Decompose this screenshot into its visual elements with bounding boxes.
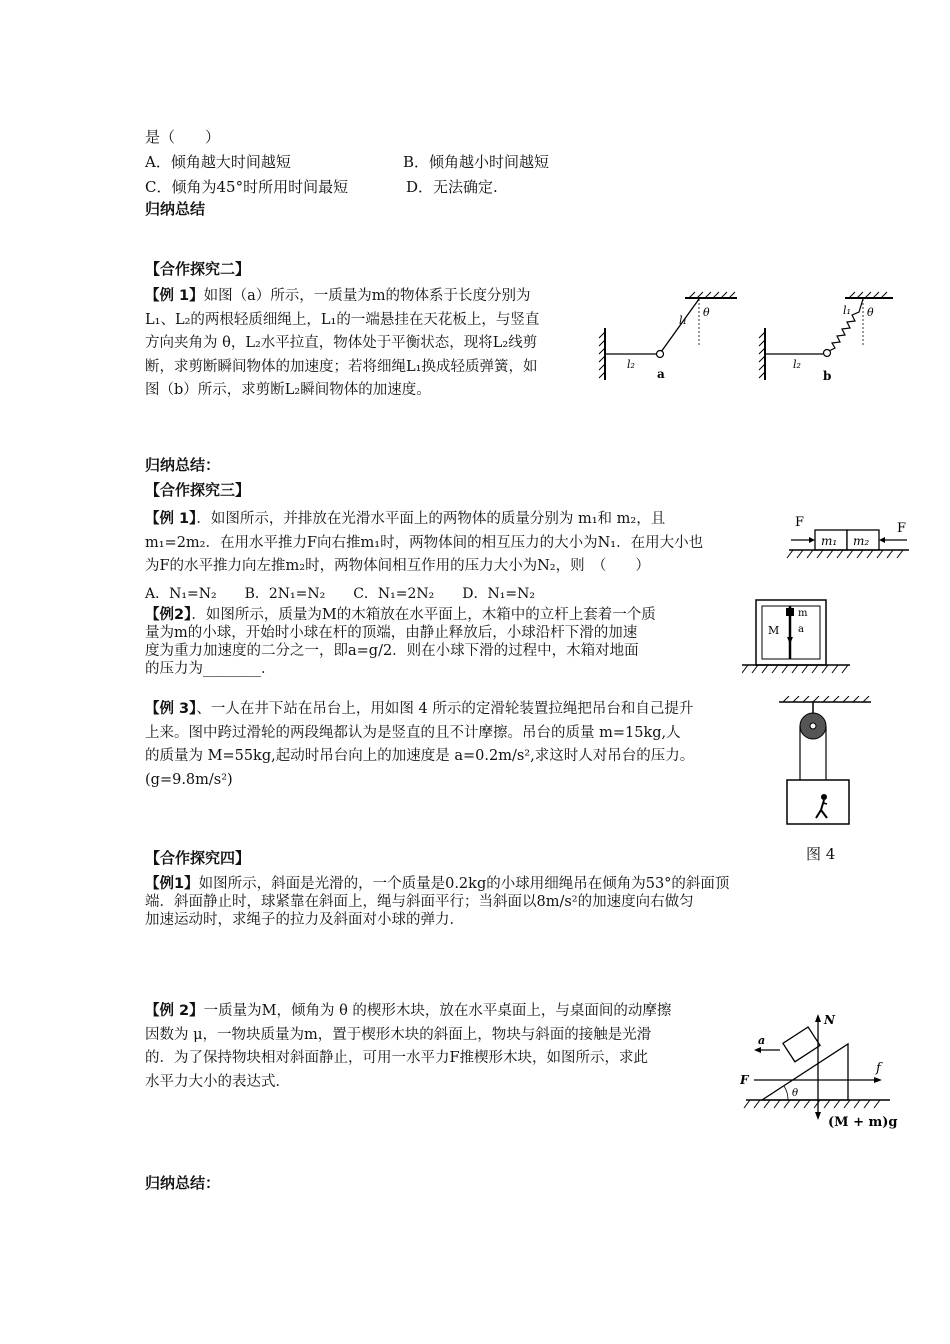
label-l2: l₂	[627, 358, 635, 371]
figure-b	[759, 292, 893, 383]
label-M: M	[768, 624, 780, 637]
label-theta: θ	[703, 306, 710, 319]
label-l2-b: l₂	[793, 358, 801, 371]
summary-heading-2: 归纳总结：	[145, 456, 221, 474]
summary-heading-3: 归纳总结：	[145, 1174, 221, 1192]
figure-wedge	[740, 1008, 910, 1130]
example-label: 【例2】	[145, 607, 192, 623]
figure-a	[599, 292, 737, 381]
option-c: C．倾角为45°时所用时间最短	[145, 178, 349, 196]
option-b: B．倾角越小时间越短	[403, 153, 550, 171]
section-3-example-2: 【例2】．如图所示，质量为M的木箱放在水平面上，木箱中的立杆上套着一个质 量为m的小球，开始时小球在杆的顶端，由静止释放后，小球沿杆下滑的加速 度为重力加速度的二分之一，即a=g/2．则在小球下滑的过程中，木箱对地面 的压力为________．	[145, 607, 656, 677]
example-1-options: A．N₁=N₂ B．2N₁=N₂ C．N₁=2N₂ D．N₁=N₂	[145, 586, 535, 602]
question-stem-tail: 是（ ）	[145, 128, 221, 146]
figure-two-blocks	[785, 512, 913, 562]
summary-heading-1: 归纳总结	[145, 200, 206, 218]
label-b: b	[823, 369, 832, 383]
label-m2: m₂	[853, 534, 870, 548]
option-d: D．无法确定.	[406, 178, 498, 196]
label-F-right: F	[897, 521, 907, 536]
example-label: 【例 1】	[145, 511, 197, 527]
example-label: 【例 2】	[145, 1003, 204, 1019]
figure-pulley	[775, 696, 875, 828]
label-f: f	[876, 1061, 881, 1076]
label-a: a	[657, 367, 665, 381]
label-F-left: F	[795, 515, 805, 530]
section-3-example-1: 【例 1】．如图所示，并排放在光滑水平面上的两物体的质量分别为 m₁和 m₂，且 m₁=2m₂．在用水平推力F向右推m₁时，两物体间的相互压力的大小为N₁．在用大小也 为F的水平推力向左推m₂时，两物体间相互作用的压力大小为N₂，则 （ ）	[145, 511, 704, 574]
label-l1: l₁	[679, 314, 687, 327]
label-theta-b: θ	[867, 306, 874, 319]
section-3-title: 【合作探究三】	[145, 481, 251, 499]
label-F: F	[740, 1073, 749, 1087]
example-label: 【例 3】	[145, 701, 197, 717]
section-3-example-3: 【例 3】、一人在井下站在吊台上，用如图 4 所示的定滑轮装置拉绳把吊台和自己提升 上来。图中跨过滑轮的两段绳都认为是竖直的且不计摩擦。吊台的质量 m=15kg,人 的质量为 M=55kg,起动时吊台向上的加速度是 a=0.2m/s²,求这时人对吊台的压力。 (g=9.8m/s²)	[145, 701, 695, 788]
label-m1: m₁	[821, 534, 838, 548]
figure-4-caption: 图 4	[806, 845, 836, 863]
section-4-title: 【合作探究四】	[145, 849, 251, 867]
label-m: m	[798, 608, 808, 619]
option-a: A．倾角越大时间越短	[145, 153, 291, 171]
example-label: 【例1】	[145, 876, 199, 892]
figure-box-rod	[742, 592, 852, 677]
figure-rope-spring	[595, 288, 895, 388]
section-4-example-1: 【例1】如图所示，斜面是光滑的，一个质量是0.2kg的小球用细绳吊在倾角为53°的斜面顶 端．斜面静止时，球紧靠在斜面上，绳与斜面平行；当斜面以8m/s²的加速度向右做匀 加速运动时，求绳子的拉力及斜面对小球的弹力．	[145, 876, 730, 928]
section-4-example-2: 【例 2】一质量为M，倾角为 θ 的楔形木块，放在水平桌面上，与桌面间的动摩擦 因数为 μ，一物块质量为m，置于楔形木块的斜面上，物块与斜面的接触是光滑 的．为了保持物块相对斜面静止，可用一水平力F推楔形木块，如图所示，求此 水平力大小的表达式．	[145, 1003, 672, 1090]
label-l1-b: l₁	[843, 304, 851, 317]
label-a: a	[758, 1034, 766, 1047]
label-theta: θ	[792, 1088, 799, 1099]
example-label: 【例 1】	[145, 288, 204, 304]
section-2-title: 【合作探究二】	[145, 260, 251, 278]
label-a: a	[798, 624, 804, 635]
label-weight: (M + m)g	[828, 1115, 898, 1130]
label-N: N	[824, 1013, 835, 1027]
section-2-example-1: 【例 1】如图（a）所示，一质量为m的物体系于长度分别为 L₁、L₂的两根轻质细绳上，L₁的一端悬挂在天花板上，与竖直 方向夹角为 θ，L₂水平拉直，物体处于平衡状态，现将L₂线剪 断，求剪断瞬间物体的加速度；若将细绳L₁换成轻质弹簧，如 图（b）所示，求剪断L₂瞬间物体的加速度。	[145, 288, 540, 398]
